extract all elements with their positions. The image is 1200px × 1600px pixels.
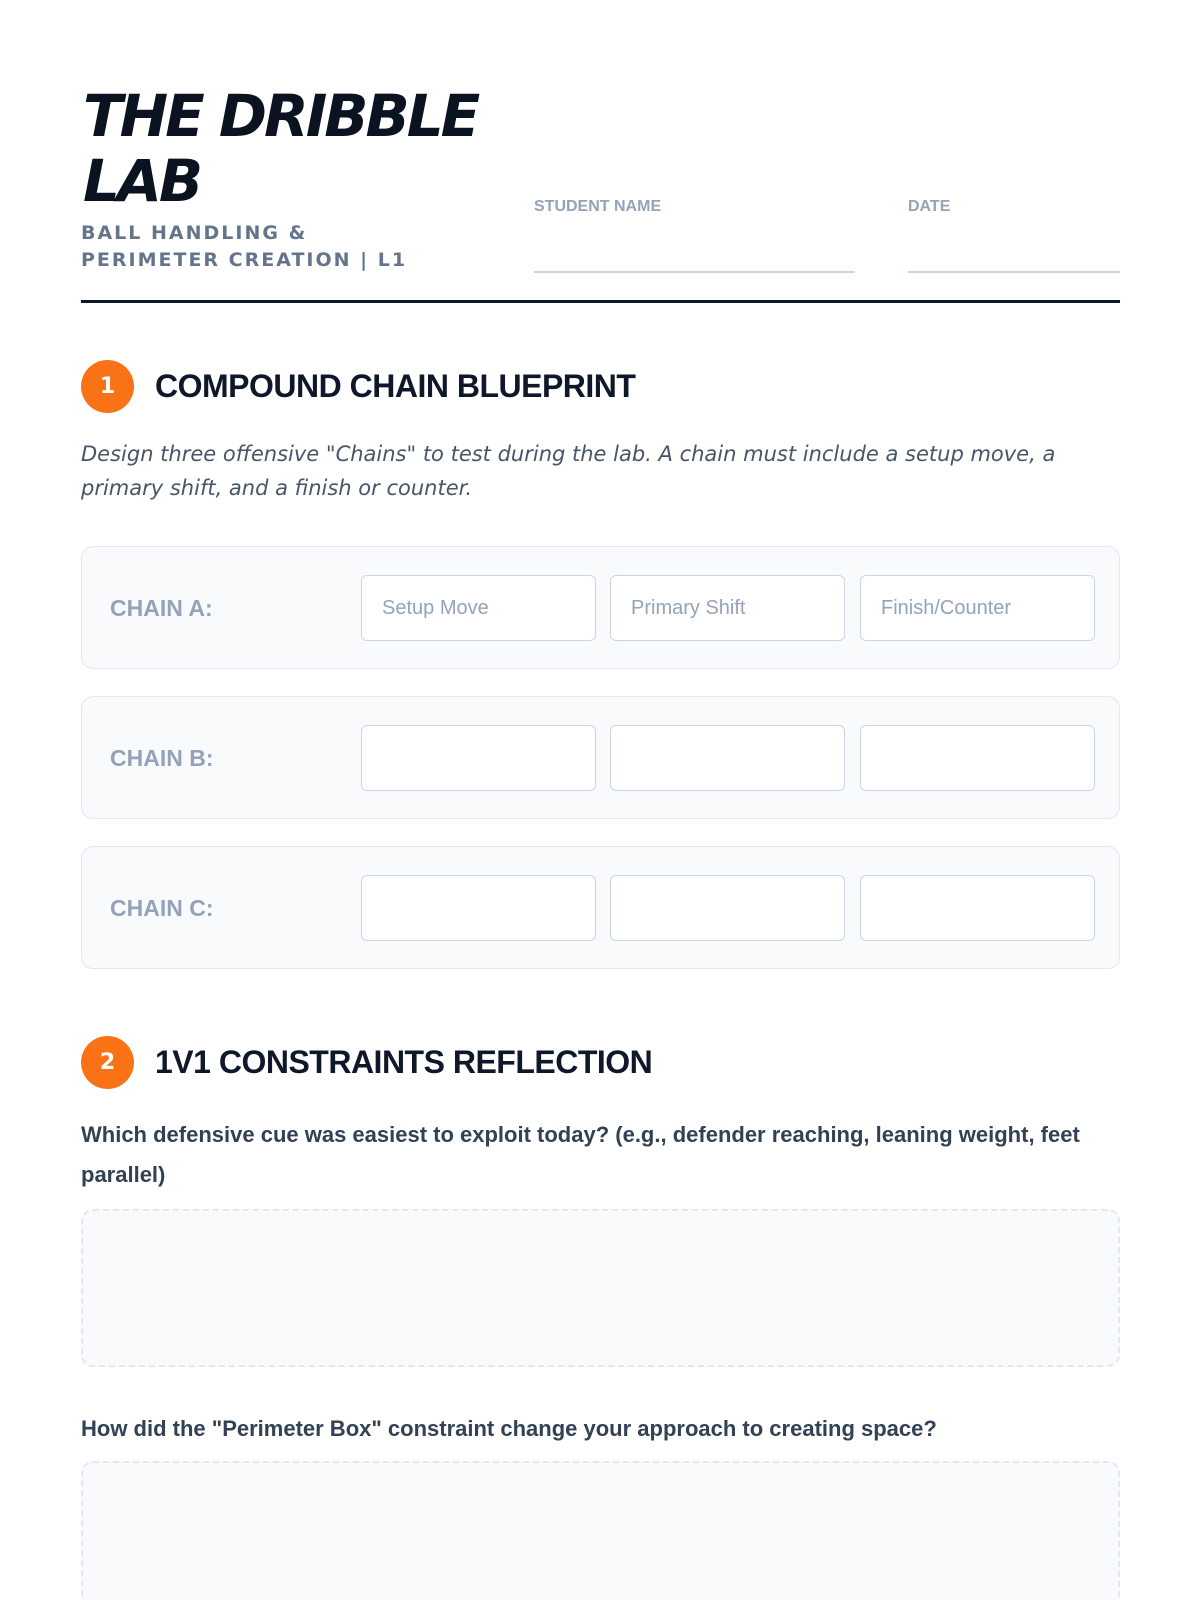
- chain-b-label: CHAIN B:: [110, 745, 214, 771]
- header-divider: [81, 300, 1120, 303]
- chain-b-setup-move-input[interactable]: [361, 725, 596, 791]
- student-name-field[interactable]: [534, 271, 855, 273]
- question-1-prompt: Which defensive cue was easiest to exploit today? (e.g., defender reaching, leaning weight, feet parallel): [81, 1122, 1080, 1187]
- chain-c-finish-counter-input[interactable]: [860, 875, 1095, 941]
- page-title: THE DRIBBLE LAB: [83, 82, 478, 215]
- question-1-answer[interactable]: [81, 1209, 1120, 1367]
- section-1-number-badge: 1: [81, 360, 134, 413]
- chain-a-row: [81, 546, 1120, 669]
- chain-c-primary-shift-input[interactable]: [610, 875, 845, 941]
- date-label: DATE: [908, 198, 951, 215]
- section-2-heading: [81, 1035, 652, 1089]
- chain-a-label: CHAIN A:: [110, 595, 213, 621]
- section-1-title: COMPOUND CHAIN BLUEPRINT: [155, 367, 636, 404]
- worksheet-page: [81, 0, 1120, 1441]
- student-name-label: STUDENT NAME: [534, 198, 662, 215]
- chain-c-setup-move-input[interactable]: [361, 875, 596, 941]
- chain-b-row: [81, 696, 1120, 819]
- section-1-instructions: Design three offensive "Chains" to test during the lab. A chain must include a setup move, a primary shift, and a finish or counter.: [81, 442, 1056, 500]
- section-2-title: 1V1 CONSTRAINTS REFLECTION: [155, 1043, 653, 1080]
- chain-a-finish-counter-input[interactable]: [860, 575, 1095, 641]
- question-2-answer[interactable]: [81, 1461, 1120, 1600]
- chain-b-primary-shift-input[interactable]: [610, 725, 845, 791]
- section-2-number-badge: 2: [81, 1036, 134, 1089]
- chain-c-row: [81, 846, 1120, 969]
- chain-a-setup-move-input[interactable]: [361, 575, 596, 641]
- chain-b-finish-counter-input[interactable]: [860, 725, 1095, 791]
- worksheet-header: [81, 0, 1120, 304]
- page-subtitle: BALL HANDLING & PERIMETER CREATION | L1: [81, 222, 408, 271]
- chain-c-label: CHAIN C:: [110, 895, 214, 921]
- date-field[interactable]: [908, 271, 1120, 273]
- section-1-heading: [81, 359, 635, 413]
- chain-a-primary-shift-input[interactable]: [610, 575, 845, 641]
- question-2-prompt: How did the "Perimeter Box" constraint change your approach to creating space?: [81, 1416, 937, 1441]
